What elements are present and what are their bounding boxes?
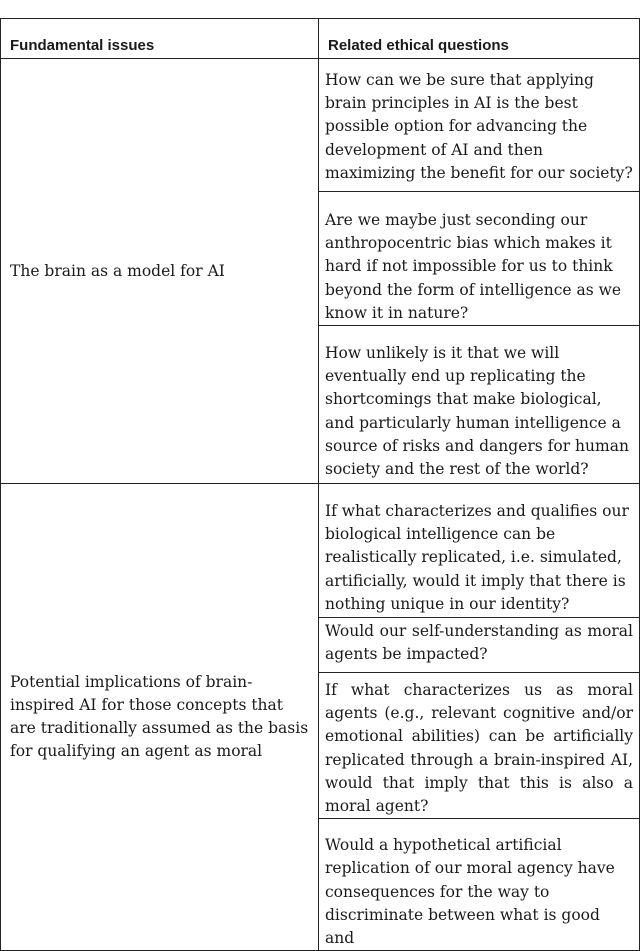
table-row xyxy=(1,484,640,618)
question-text: How unlikely is it that we will eventually end up replicating the shortcomings that make biological, and particularly human intelligence a source of risks and dangers for human society and the rest of the world? xyxy=(325,344,629,479)
question-cell xyxy=(319,484,640,618)
question-cell xyxy=(319,326,640,484)
header-related-ethical-questions: Related ethical questions xyxy=(319,19,640,59)
question-cell xyxy=(319,59,640,192)
document-page xyxy=(0,18,640,948)
issue-cell-moral-implications xyxy=(1,484,319,951)
question-cell xyxy=(319,618,640,673)
question-cell xyxy=(319,673,640,819)
question-text: Would a hypothetical artificial replication of our moral agency have consequences for the way to discriminate between what is good and xyxy=(325,836,615,948)
table-row xyxy=(1,59,640,192)
question-text: How can we be sure that applying brain principles in AI is the best possible option for advancing the development of AI and then maximizing the benefit for our society? xyxy=(325,71,633,182)
header-fundamental-issues: Fundamental issues xyxy=(1,19,319,59)
question-cell xyxy=(319,192,640,326)
question-text: Are we maybe just seconding our anthropocentric bias which makes it hard if not impossible for us to think beyond the form of intelligence as we know it in nature? xyxy=(325,211,622,322)
issue-text: Potential implications of brain-inspired AI for those concepts that are traditionally assumed as the basis for qualifying an agent as moral xyxy=(10,673,309,761)
issue-text: The brain as a model for AI xyxy=(10,261,225,280)
question-text: If what characterizes us as moral agents (e.g., relevant cognitive and/or emotional abilities) can be artificially replicated through a brain-inspired AI, would that imply that this is also a moral agent? xyxy=(325,681,633,816)
ethics-table xyxy=(0,18,640,951)
question-text: If what characterizes and qualifies our biological intelligence can be realistically replicated, i.e. simulated, artificially, would it imply that there is nothing unique in our identity? xyxy=(325,502,629,613)
issue-cell-brain-model xyxy=(1,59,319,484)
table-header-row xyxy=(1,19,640,59)
question-text: Would our self-understanding as moral agents be impacted? xyxy=(325,622,633,664)
